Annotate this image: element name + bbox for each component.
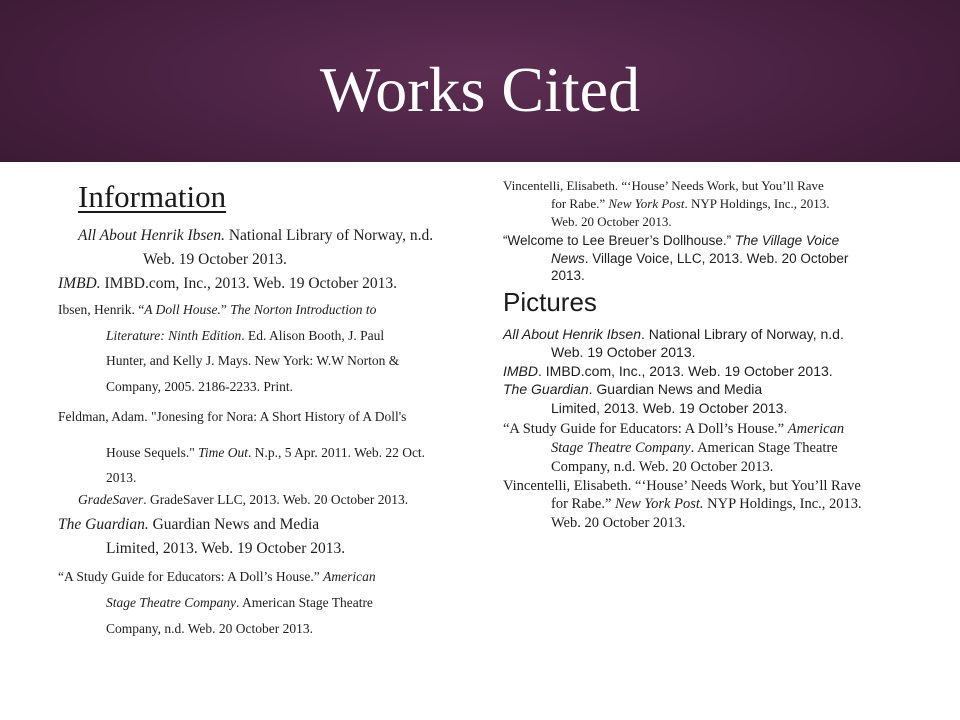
citation-line (106, 541, 345, 557)
citation-line (551, 460, 773, 475)
citation-line (503, 364, 833, 378)
citation-line (106, 354, 399, 368)
citation-line (106, 471, 136, 485)
citation-source-title: All About Henrik Ibsen. (78, 227, 225, 244)
citation-line (551, 401, 787, 415)
citation-source-title: Time Out (198, 445, 249, 460)
citation-line (106, 380, 293, 394)
citation-source-title: The Guardian. (58, 516, 149, 533)
citation-text: Vincentelli, Elisabeth. “‘House’ Needs Work, but You’ll Rave (503, 478, 861, 494)
citation-line (551, 441, 838, 456)
citation-line (58, 303, 376, 317)
pictures-heading: Pictures (503, 287, 597, 317)
citation-text: “A Study Guide for Educators: A Doll’s House.” (58, 569, 324, 584)
citation-line (551, 345, 696, 359)
citation-text: Web. 19 October 2013. (143, 251, 287, 268)
citation-text: . American Stage Theatre (235, 595, 373, 610)
citation-line (503, 179, 824, 192)
citation-source-title: New York Post (608, 196, 685, 211)
citation-line (78, 493, 408, 507)
citation-line (106, 446, 425, 460)
citation-line (106, 622, 313, 636)
citation-source-title: New York Post. (615, 496, 704, 512)
citation-text: Company, n.d. Web. 20 October 2013. (551, 459, 774, 475)
citation-line (503, 422, 844, 437)
citation-text: Limited, 2013. Web. 19 October 2013. (106, 540, 346, 557)
citation-text: Company, 2005. 2186-2233. Print. (106, 379, 293, 394)
citation-text: . N.p., 5 Apr. 2011. Web. 22 Oct. (248, 445, 426, 460)
citation-text: Limited, 2013. Web. 19 October 2013. (551, 400, 788, 416)
citation-text: Web. 20 October 2013. (551, 515, 686, 531)
citation-line (78, 228, 433, 244)
citation-line (503, 382, 762, 396)
citation-source-title: Stage Theatre Company (106, 595, 236, 610)
citation-source-title: American (323, 569, 376, 584)
citation-source-title: News (551, 251, 585, 266)
citation-line (551, 215, 672, 228)
citation-source-title: GradeSaver (78, 492, 144, 507)
citation-source-title: The Norton Introduction to (230, 302, 377, 317)
citation-line (551, 269, 585, 283)
citation-line (143, 252, 287, 268)
slide-title: Works Cited (319, 54, 641, 125)
citation-line (58, 410, 406, 424)
citation-text: Ibsen, Henrik. “ (58, 302, 145, 317)
citation-text: . GradeSaver LLC, 2013. Web. 20 October 2013. (143, 492, 409, 507)
citation-text: “Welcome to Lee Breuer’s Dollhouse.” (503, 233, 735, 248)
information-heading: Information (78, 179, 227, 214)
citation-text: 2013. (106, 470, 137, 485)
citation-line (58, 276, 397, 292)
citation-line (551, 197, 830, 210)
citation-line (551, 516, 686, 531)
citation-text: NYP Holdings, Inc., 2013. (703, 496, 862, 512)
citation-source-title: The Village Voice (734, 233, 840, 248)
citation-text: Web. 19 October 2013. (551, 344, 696, 360)
citation-source-title: IMBD (503, 363, 538, 379)
citation-text: . IMBD.com, Inc., 2013. Web. 19 October 2013. (538, 363, 833, 379)
citation-text: Company, n.d. Web. 20 October 2013. (106, 621, 314, 636)
citation-text: for Rabe.” (551, 496, 616, 512)
citation-line (503, 327, 844, 341)
citation-text: . National Library of Norway, n.d. (641, 326, 844, 342)
citation-text: Vincentelli, Elisabeth. “‘House’ Needs Work, but You’ll Rave (503, 178, 824, 193)
citation-line (503, 234, 839, 248)
citation-text: IMBD.com, Inc., 2013. Web. 19 October 2013. (100, 275, 397, 292)
citation-line (551, 252, 848, 266)
citation-text: House Sequels." (106, 445, 199, 460)
citation-line (58, 517, 319, 533)
citation-text: “A Study Guide for Educators: A Doll’s House.” (503, 421, 788, 437)
citation-line (551, 497, 862, 512)
citation-text: . Guardian News and Media (588, 381, 763, 397)
citation-line (106, 329, 384, 343)
citation-source-title: Literature: Ninth Edition (106, 328, 242, 343)
citation-source-title: The Guardian (503, 381, 589, 397)
citation-source-title: American (787, 421, 845, 437)
citation-text: Feldman, Adam. "Jonesing for Nora: A Short History of A Doll's (58, 409, 407, 424)
citation-text: . American Stage Theatre (690, 440, 838, 456)
citation-source-title: IMBD. (58, 275, 101, 292)
citation-text: Guardian News and Media (148, 516, 320, 533)
citation-text: for Rabe.” (551, 196, 609, 211)
citation-text: Web. 20 October 2013. (551, 214, 672, 229)
citation-text: National Library of Norway, n.d. (224, 227, 434, 244)
citation-text: ” (220, 302, 231, 317)
citation-text: 2013. (551, 268, 585, 283)
citation-source-title: All About Henrik Ibsen (503, 326, 641, 342)
citation-text: Hunter, and Kelly J. Mays. New York: W.W Norton & (106, 353, 400, 368)
citation-text: . NYP Holdings, Inc., 2013. (684, 196, 830, 211)
citation-line (503, 479, 861, 494)
citation-source-title: Stage Theatre Company (551, 440, 691, 456)
citation-line (58, 570, 376, 584)
citation-text: . Ed. Alison Booth, J. Paul (241, 328, 385, 343)
citation-line (106, 596, 373, 610)
citation-source-title: A Doll House. (144, 302, 221, 317)
citation-text: . Village Voice, LLC, 2013. Web. 20 October (584, 251, 849, 266)
